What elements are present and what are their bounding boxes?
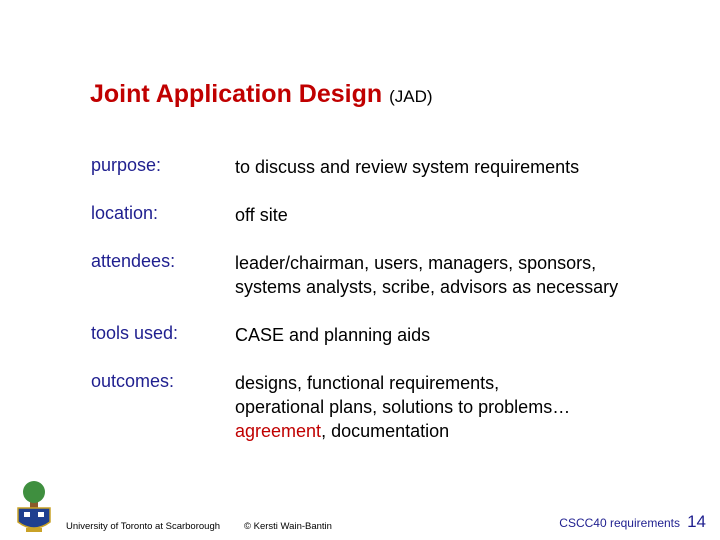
crest-book-left (24, 512, 30, 517)
row-label-attendees: attendees: (91, 251, 176, 271)
footer-course: CSCC40 requirements (559, 516, 680, 530)
row-value-line: to discuss and review system requirements (235, 157, 580, 177)
agreement-highlight: agreement (235, 421, 322, 441)
row-value-line: CASE and planning aids (235, 325, 431, 345)
row-label-location: location: (91, 203, 159, 223)
row-value-line: designs, functional requirements, (235, 373, 500, 393)
row-value-attendees (235, 251, 705, 299)
row-value-line: operational plans, solutions to problems… (235, 397, 571, 417)
row-value-line (235, 419, 705, 443)
row-value-line: leader/chairman, users, managers, sponsors, (235, 253, 597, 273)
crest-scroll (26, 528, 42, 532)
crest-shield (18, 508, 50, 528)
footer-institution: University of Toronto at Scarborough (66, 521, 221, 532)
page-number: 14 (687, 512, 706, 531)
university-crest-icon (12, 478, 56, 534)
footer-copyright: © Kersti Wain-Bantin (244, 521, 332, 532)
row-value-line-rest: , documentation (321, 421, 450, 441)
row-value-tools-used (235, 323, 705, 347)
row-value-outcomes (235, 371, 705, 443)
row-value-line: off site (235, 205, 288, 225)
row-label-tools-used: tools used: (91, 323, 179, 343)
slide-title (90, 80, 433, 109)
row-value-location (235, 203, 705, 227)
slide-title-main: Joint Application Design (90, 80, 383, 108)
row-label-outcomes: outcomes: (91, 371, 175, 391)
crest-book-right (38, 512, 44, 517)
row-label-purpose: purpose: (91, 155, 162, 175)
row-value-line: systems analysts, scribe, advisors as necessary (235, 277, 619, 297)
crest-tree (23, 481, 45, 503)
slide-title-suffix: (JAD) (389, 87, 433, 106)
row-value-purpose (235, 155, 705, 179)
